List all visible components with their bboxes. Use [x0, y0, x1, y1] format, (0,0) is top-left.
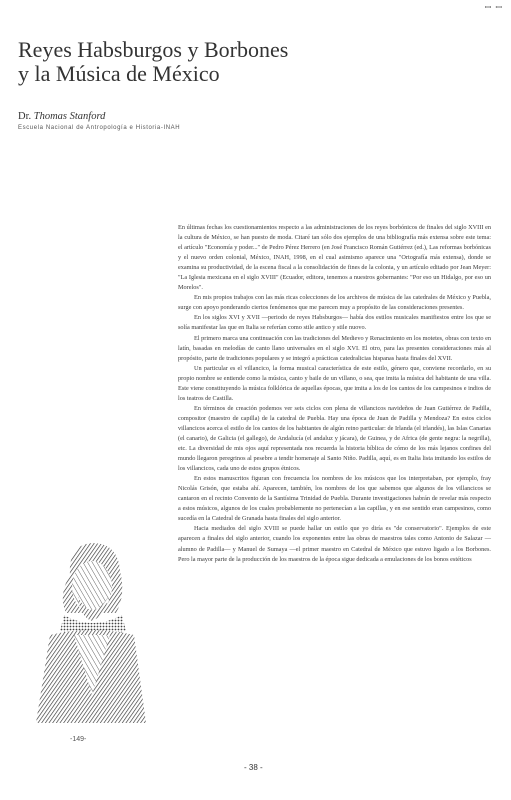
paragraph: Hacia mediados del siglo XVIII se puede hallar un estilo que yo diría es "de conservatorio". Ejemplos de este aparecen a finales del siglo anterior, cuando los exponentes entre las obras de maestros tales como Antonio de Salazar —alumno de Padilla— y Manuel de Sumaya —el primer maestro en Catedral de México que estuvo ligado a los Borbones. Pero la mayor parte de la producción de los maestros de la época sigue dedicada a emulaciones de los bonos estéticos: [178, 525, 491, 563]
author-affiliation: Escuela Nacional de Antropología e Historia-INAH: [18, 125, 181, 131]
page-corner-mark: ꟷ ꟷ: [484, 3, 503, 12]
portrait-caption: -149-: [70, 736, 87, 743]
paragraph: En últimas fechas los cuestionamientos respecto a las administraciones de los reyes borbónicos de finales del siglo XVIII en la cultura de México, se han puesto de moda. Citaré tan sólo dos ejemplos de una bibliografía más extensa sobre este tema: el artículo "Economía y poder..." de Pedro Pérez Herrero (en José Francisco Román Gutiérrez (ed.), Las reformas borbónicas y el nuevo orden colonial, México, INAH, 1998, en el cual asimismo aparece una "Ortografía más extensa), donde se examina su productividad, de la escena fiscal a la consolidación de fines de la colonia, y un artículo editado por Jean Meyer: "La Iglesia mexicana en el siglo XVIII" (Ecuador, editora, tenemos a nuestros gobernantes: "Por eso un Hidalgo, por eso un Morelos".: [178, 224, 491, 292]
paragraph: En términos de creación podemos ver seis ciclos con plena de villancicos navideños de Juan Gutiérrez de Padilla, compositor (maestro de capilla) de la catedral de Puebla. Hay una época de Juan de Padilla y Mendoza? En estos ciclos villancicos acerca el estilo de los cantos de los habitantes de algún reino particular: de Irlanda (el irlandés), las Islas Canarias (el canario), de Galicia (el gallego), de Andalucía (el andaluz y jácara), de Guinea, y de Africa (de gente negra: la negrilla), etc. La diversidad de mis ojos aquí representada nos recuerda la historia bíblica de cómo de los más lejanos confines del mundo llegaron peregrinos al pesebre a tendir homenaje al Santo Niño. Padilla, aquí, es en Italia lista imitando los estilos de los villancicos, cada uno de estos grupos étnicos.: [178, 404, 491, 473]
page-number: - 38 -: [244, 763, 263, 772]
paragraph: En estos manuscritos figuran con frecuencia los nombres de los músicos que los interpretaban, por ejemplo, fray Nicolás Grisón, que estaba ahí. Aparecen, también, los nombres de los que sabemos que algunos de los villancicos se cantaron en el recinto Convento de la Santísima Trinidad de Puebla. Durante investigaciones habrán de revelar más respecto a estos músicos, algunos de los cuales probablemente no pertenecían a las capillas, y en ese sentido eran campesinos, como sucedía en la Catedral de Granada hasta finales del siglo anterior.: [178, 475, 491, 523]
paragraph: En mis propios trabajos con las más ricas colecciones de los archivos de música de las catedrales de México y Puebla, surge con apoyo ponderando ciertos fenómenos que me parecen muy a propósito de las consideraciones presentes.: [178, 294, 491, 312]
paragraph: En los siglos XVI y XVII —periodo de reyes Habsburgos— había dos estilos musicales manifiestos entre los que se solía manifestar las que en Italia se referían como stile antico y stile nuovo.: [178, 314, 491, 332]
title-line-1: Reyes Habsburgos y Borbones: [18, 37, 289, 62]
author-name: Thomas Stanford: [33, 111, 106, 122]
paragraph: El primero marca una continuación con las tradiciones del Medievo y Renacimiento en los motetes, obras con texto en latín, basadas en melodías de canto llano universales en el siglo XVI. El otro, para las presentes consideraciones más al propósito, parte de tradiciones populares y se integró a prácticas catedralicias hispanas hasta finales del XVII.: [178, 334, 491, 362]
article-body: [178, 223, 491, 565]
portrait-engraving: [30, 535, 148, 725]
title-line-2: y la Música de México: [18, 61, 220, 86]
article-title: [18, 38, 458, 86]
paragraph: Un particular es el villancico, la forma musical característica de este estilo, género que, conviene recordarlo, en su propio nombre se entiende como la música, canto y baile de un villano, o sea, que imita la música del habitante de una villa. Este viene constituyendo la música folklórica de aquellas épocas, que imita a los de los cantos de los campesinos e indios de los teatros de Castilla.: [178, 364, 491, 402]
author-line: [18, 111, 105, 122]
author-prefix: Dr.: [18, 111, 32, 122]
